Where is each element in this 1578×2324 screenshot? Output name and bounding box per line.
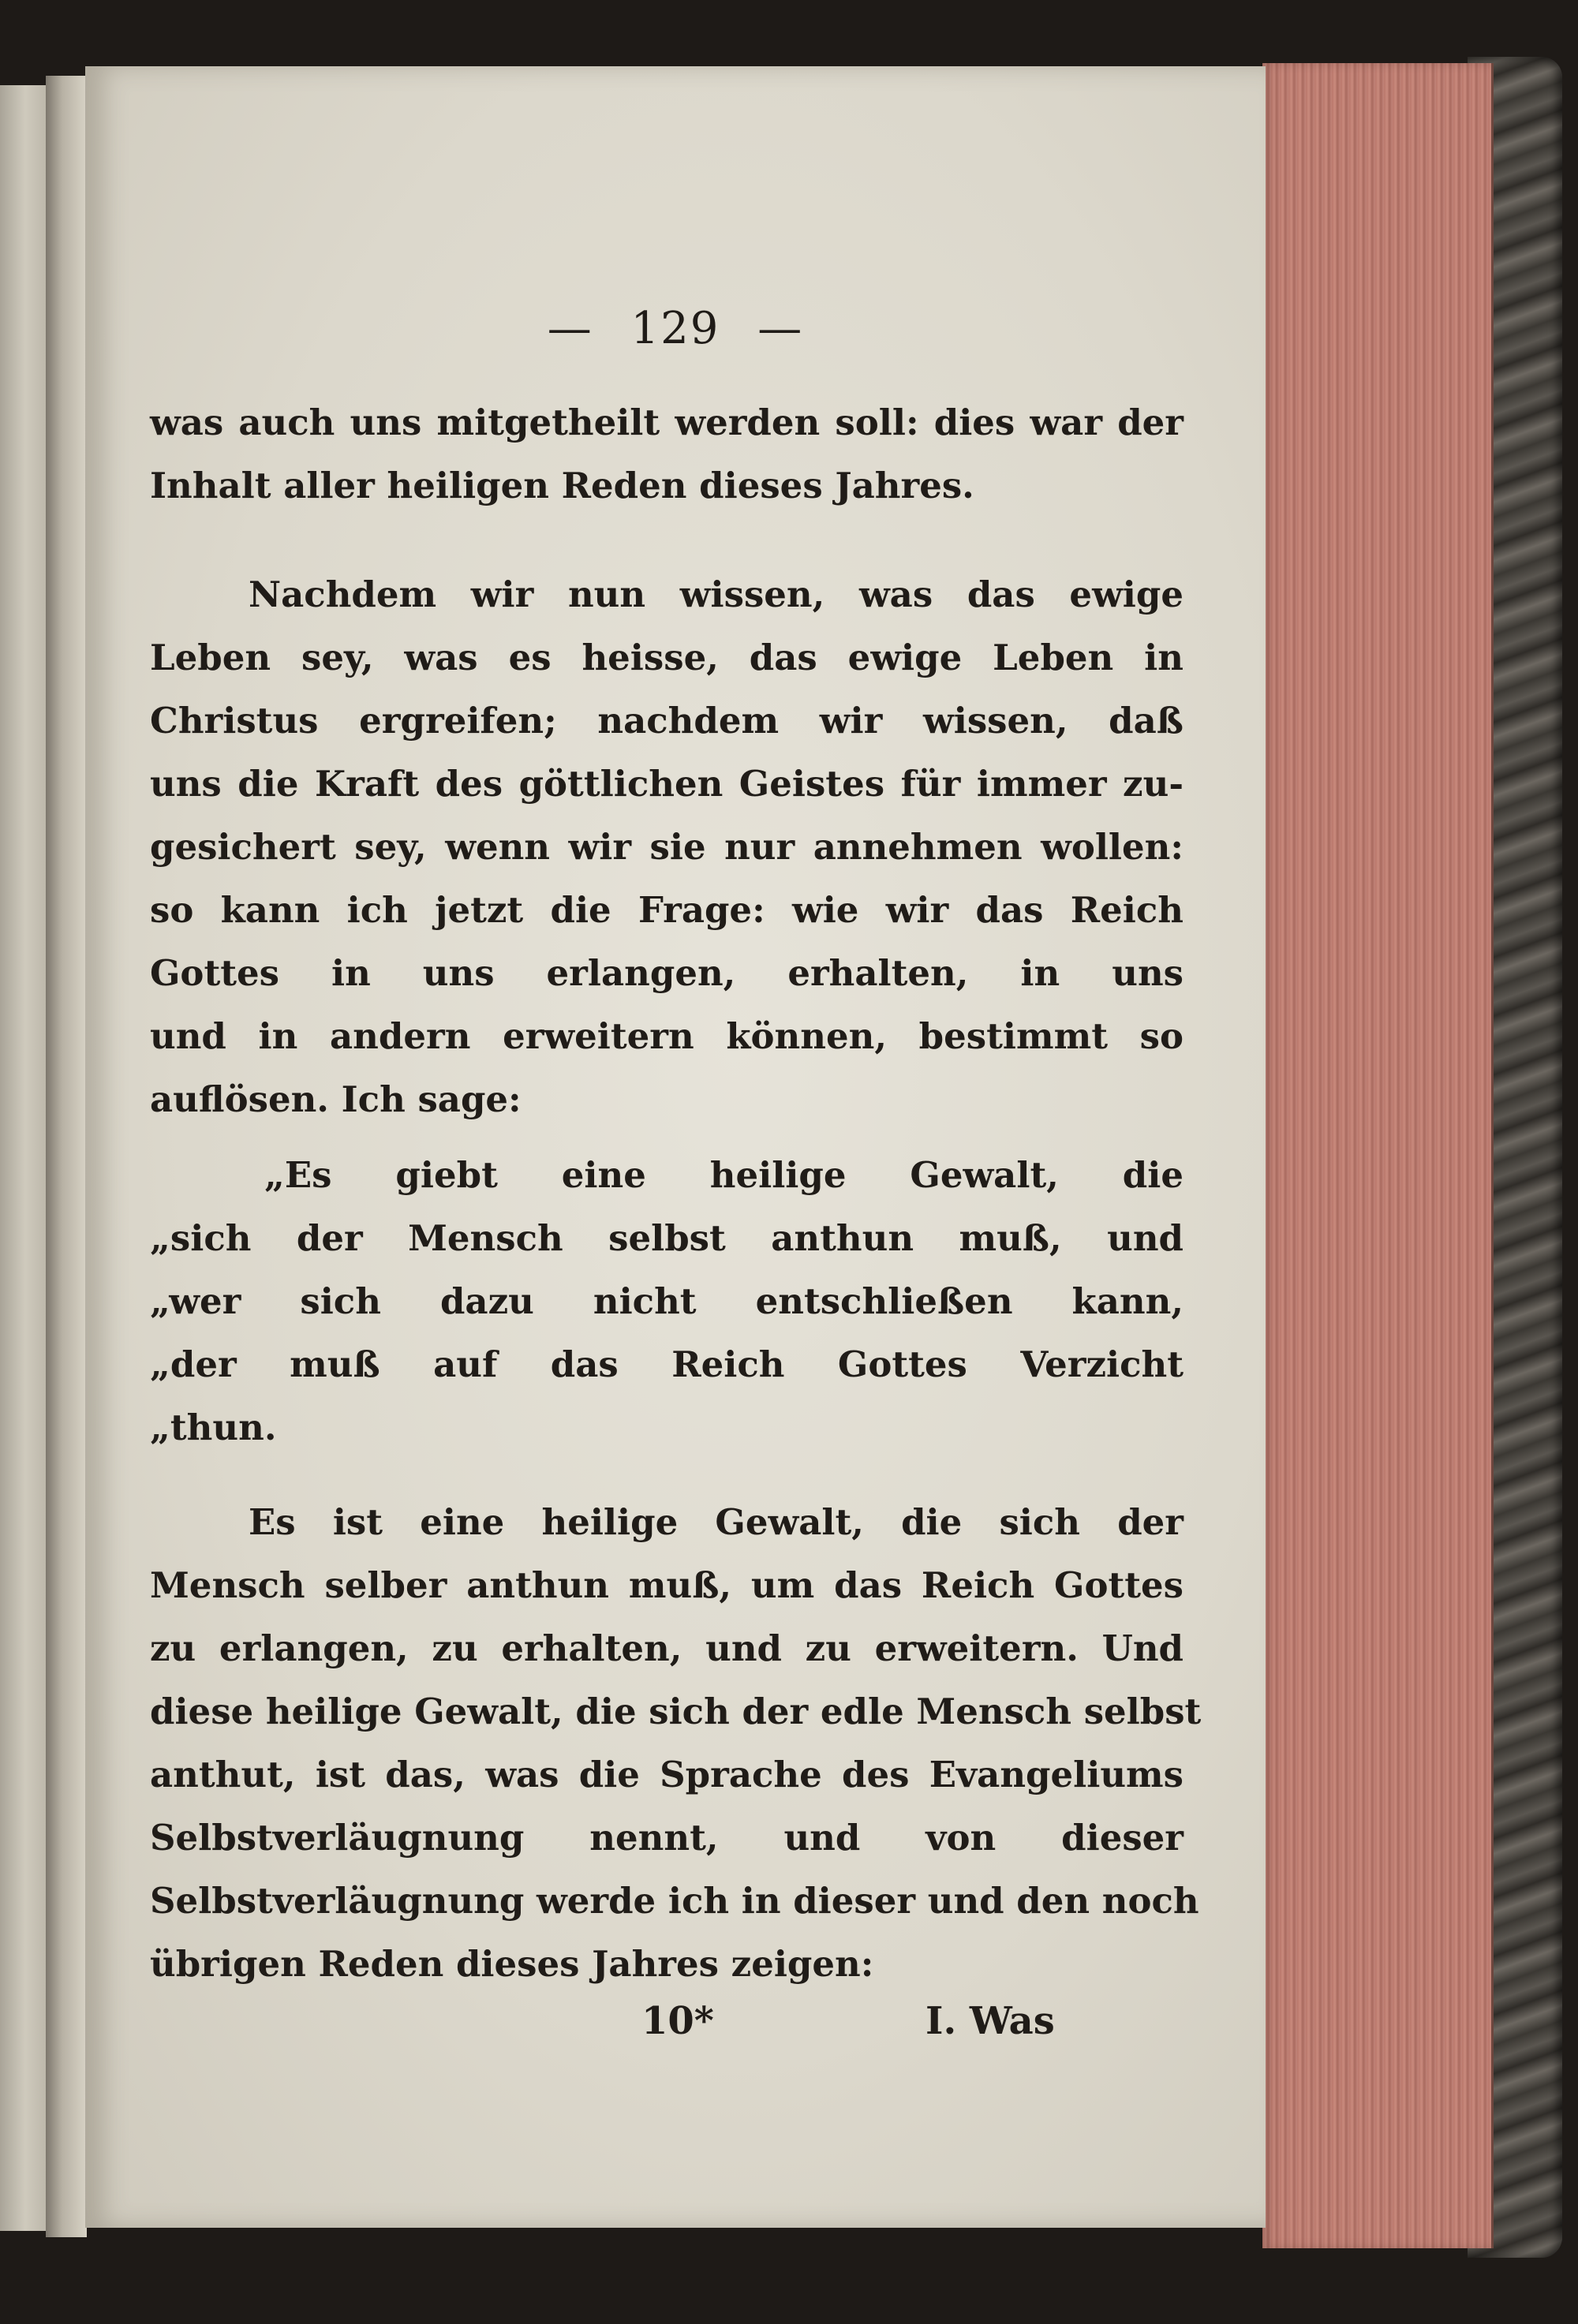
text-line: Selbstverläugnung nennt, und von dieser xyxy=(150,1817,1184,1859)
text-line: uns die Kraft des göttlichen Geistes für immer zu- xyxy=(150,763,1184,805)
text-line: Leben sey, was es heisse, das ewige Leben in xyxy=(150,637,1184,678)
text-line: zu erlangen, zu erhalten, und zu erweitern. Und xyxy=(150,1627,1184,1669)
text-line: diese heilige Gewalt, die sich der edle Mensch selbst xyxy=(150,1691,1202,1732)
text-line: so kann ich jetzt die Frage: wie wir das Reich xyxy=(150,889,1184,931)
paragraph-continuation xyxy=(150,391,1184,517)
text-line: „der muß auf das Reich Gottes Verzicht xyxy=(150,1343,1184,1385)
text-line: übrigen Reden dieses Jahres zeigen: xyxy=(150,1943,874,1985)
text-line: Selbstverläugnung werde ich in dieser und den noch xyxy=(150,1880,1199,1922)
text-line: auflösen. Ich sage: xyxy=(150,1078,522,1120)
text-line: anthut, ist das, was die Sprache des Evangeliums xyxy=(150,1754,1184,1795)
text-line: „sich der Mensch selbst anthun muß, und xyxy=(150,1217,1184,1259)
text-line: gesichert sey, wenn wir sie nur annehmen wollen: xyxy=(150,826,1184,868)
text-line: und in andern erweitern können, bestimmt so xyxy=(150,1015,1184,1057)
text-line: „wer sich dazu nicht entschließen kann, xyxy=(150,1280,1184,1322)
text-line: Gottes in uns erlangen, erhalten, in uns xyxy=(150,952,1184,994)
facing-page-edge xyxy=(0,85,47,2231)
page-number: 129 xyxy=(630,303,720,354)
text-line: Es ist eine heilige Gewalt, die sich der xyxy=(249,1501,1184,1543)
book-page xyxy=(85,66,1266,2228)
book-gutter xyxy=(46,76,87,2237)
paragraph-intro xyxy=(150,563,1184,1131)
signature-mark: 10* xyxy=(641,1999,714,2043)
text-line: Christus ergreifen; nachdem wir wissen, daß xyxy=(150,700,1184,742)
header-dash-right: — xyxy=(757,303,804,354)
catchword: I. Was xyxy=(925,1999,1055,2043)
page-header xyxy=(85,303,1266,354)
red-fore-edge xyxy=(1262,63,1494,2248)
text-line: Nachdem wir nun wissen, was das ewige xyxy=(249,574,1184,615)
text-line: was auch uns mitgetheilt werden soll: dies war der xyxy=(150,402,1184,443)
text-line: „thun. xyxy=(150,1407,277,1448)
header-dash-left: — xyxy=(547,303,593,354)
text-line: „Es giebt eine heilige Gewalt, die xyxy=(264,1154,1184,1196)
paragraph-quote xyxy=(150,1144,1184,1459)
text-line: Inhalt aller heiligen Reden dieses Jahres. xyxy=(150,465,974,506)
paragraph-body xyxy=(150,1491,1202,1996)
text-line: Mensch selber anthun muß, um das Reich Gottes xyxy=(150,1564,1184,1606)
